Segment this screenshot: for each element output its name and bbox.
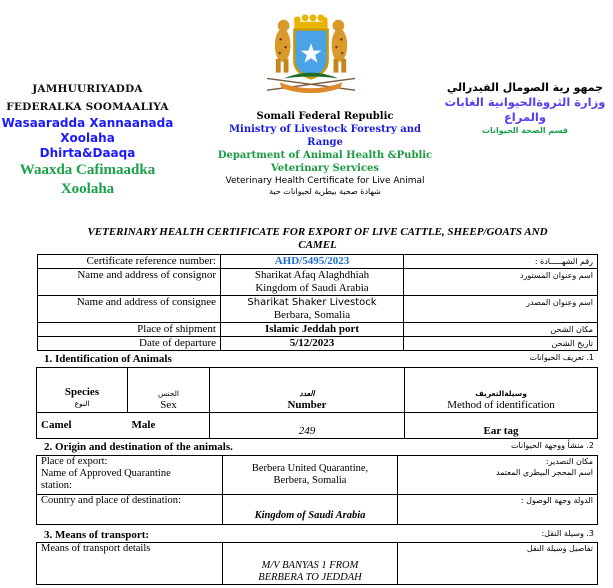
transport-label: Means of transport details: [37, 543, 223, 585]
destination-value: Kingdom of Saudi Arabia: [223, 495, 398, 525]
export-value-line2: Berbera, Somalia: [273, 475, 347, 486]
header-left: [0, 80, 175, 199]
ministry-arabic-line2: والمراع: [503, 110, 547, 124]
species-header-label: Species: [64, 386, 100, 398]
identification-header-row: [37, 368, 598, 413]
ministry-somali-line2: Xoolaha: [60, 131, 115, 145]
section3-title-arabic: 3. وسيلة النقل:: [541, 529, 594, 538]
export-label-line1: Place of export:: [41, 456, 108, 467]
republic-arabic: جمهو رية الصومال الفيدرالي: [446, 81, 604, 94]
shipment-value: Islamic Jeddah port: [221, 323, 404, 337]
consignee-value: [221, 296, 404, 323]
table-row-shipment: [38, 323, 598, 337]
table-row-consignor: [38, 269, 598, 296]
table-row-export: [37, 456, 598, 495]
species-value: Camel: [37, 413, 128, 439]
consignee-name: Sharikat Shaker Livestock: [247, 297, 377, 308]
export-value: [223, 456, 398, 495]
table-row-transport: [37, 543, 598, 585]
header-center: [200, 110, 450, 197]
consignor-address: Kingdom of Saudi Arabia: [255, 282, 369, 294]
destination-label: Country and place of destination:: [37, 495, 223, 525]
departure-value: 5/12/2023: [221, 337, 404, 351]
document-title-line2: CAMEL: [298, 239, 337, 251]
consignor-name: Sharikat Afaq Alaghdhiah: [254, 269, 370, 281]
section2-title: 2. Origin and destination of the animals.: [44, 441, 233, 453]
sex-header: [128, 368, 210, 413]
certificate-title-english: Veterinary Health Certificate for Live Animal: [225, 176, 425, 186]
ministry-english-line2: Range: [307, 137, 343, 148]
species-header: [37, 368, 128, 413]
reference-value: AHD/5495/2023: [221, 255, 404, 269]
export-label-arabic-line2: اسم المحجر البيطري المعتمد: [495, 468, 593, 477]
number-value: 249: [210, 413, 405, 439]
export-value-line1: Berbera United Quarantine,: [251, 463, 369, 474]
sex-value: Male: [128, 413, 210, 439]
department-somali-line2: Xoolaha: [60, 181, 115, 197]
identification-data-row: [37, 413, 598, 439]
transport-value-line1: M/V BANYAS 1 FROM: [261, 560, 359, 571]
method-header-label: Method of identification: [447, 399, 555, 411]
table-row-reference: [38, 255, 598, 269]
shipment-label-arabic: مكان الشحن: [404, 323, 598, 337]
method-header-arabic: وسيلةالتعريف: [475, 389, 527, 398]
crown-icon: [294, 14, 328, 28]
species-header-arabic: النوع: [74, 399, 90, 408]
consignee-label: Name and address of consignee: [38, 296, 221, 323]
method-value: Ear tag: [405, 413, 598, 439]
reference-label: Certificate reference number:: [38, 255, 221, 269]
reference-label-arabic: رقم الشهـــــادة :: [404, 255, 598, 269]
republic-somali-line1: JAMHUURIYADDA: [32, 83, 143, 95]
section1-title: 1. Identification of Animals: [44, 353, 172, 365]
header-right: [440, 80, 610, 136]
document-title: [40, 226, 595, 252]
section3-title: 3. Means of transport:: [44, 529, 150, 541]
export-label-line3: station:: [41, 480, 72, 491]
export-label: [37, 456, 223, 495]
ministry-somali-line3: Dhirta&Daaqa: [39, 146, 136, 160]
departure-label-arabic: تاريخ الشحن: [404, 337, 598, 351]
transport-value-line2: BERBERA TO JEDDAH: [258, 572, 362, 583]
number-header: [210, 368, 405, 413]
coat-of-arms-emblem: [262, 10, 360, 98]
export-label-arabic: [398, 456, 598, 495]
sex-header-label: Sex: [160, 399, 177, 411]
consignor-label-arabic: اسم وعنوان المستورد: [404, 269, 598, 296]
document-title-line1: VETERINARY HEALTH CERTIFICATE FOR EXPORT OF LIVE CATTLE, SHEEP/GOATS AND: [87, 226, 548, 238]
sex-header-arabic: الجنس: [157, 389, 180, 398]
number-header-arabic: العدد: [299, 389, 315, 398]
section2-title-arabic: 2. منشأ ووجهة الحيوانات: [511, 441, 594, 450]
table-row-destination: [37, 495, 598, 525]
department-english-line1: Department of Animal Health &Public: [217, 150, 433, 161]
consignor-label: Name and address of consignor: [38, 269, 221, 296]
department-english-line2: Veterinary Services: [270, 163, 380, 174]
transport-label-arabic: تفاصيل وسيلة النقل: [398, 543, 598, 585]
republic-somali-line2: FEDERALKA SOOMAALIYA: [6, 101, 169, 113]
leopard-right-icon: [332, 20, 348, 73]
consignee-label-arabic: اسم وعنوان المصدر: [404, 296, 598, 323]
section1-title-arabic: 1. تعريف الحيوانات: [529, 353, 594, 362]
republic-english: Somali Federal Republic: [256, 111, 394, 122]
method-header: [405, 368, 598, 413]
leopard-left-icon: [275, 20, 291, 73]
ministry-somali-line1: Wasaaradda Xannaanada: [1, 116, 174, 130]
table-row-consignee: [38, 296, 598, 323]
consignee-address: Berbara, Somalia: [273, 309, 351, 321]
destination-label-arabic: الدولة وجهة الوصول :: [398, 495, 598, 525]
number-header-label: Number: [287, 399, 327, 411]
certificate-info-table: [37, 254, 598, 351]
export-label-arabic-line1: مكان التصدير:: [545, 457, 593, 466]
identification-table: [36, 367, 598, 439]
ministry-english-line1: Ministry of Livestock Forestry and: [228, 124, 422, 135]
transport-value: [223, 543, 398, 585]
certificate-title-arabic: شهادة صحية بيطرية لحيوانات حية: [269, 187, 381, 196]
department-somali-line1: Waaxda Cafimaadka: [19, 162, 156, 178]
table-row-departure: [38, 337, 598, 351]
departure-label: Date of departure: [38, 337, 221, 351]
ministry-arabic-line1: وزارة الثروةالحيوانية الغابات: [444, 95, 606, 109]
shipment-label: Place of shipment: [38, 323, 221, 337]
origin-destination-table: [36, 455, 598, 525]
export-label-line2: Name of Approved Quarantine: [41, 468, 171, 479]
department-arabic: قسم الصحة الحيوانات: [481, 126, 569, 135]
consignor-value: [221, 269, 404, 296]
transport-table: [36, 542, 598, 585]
